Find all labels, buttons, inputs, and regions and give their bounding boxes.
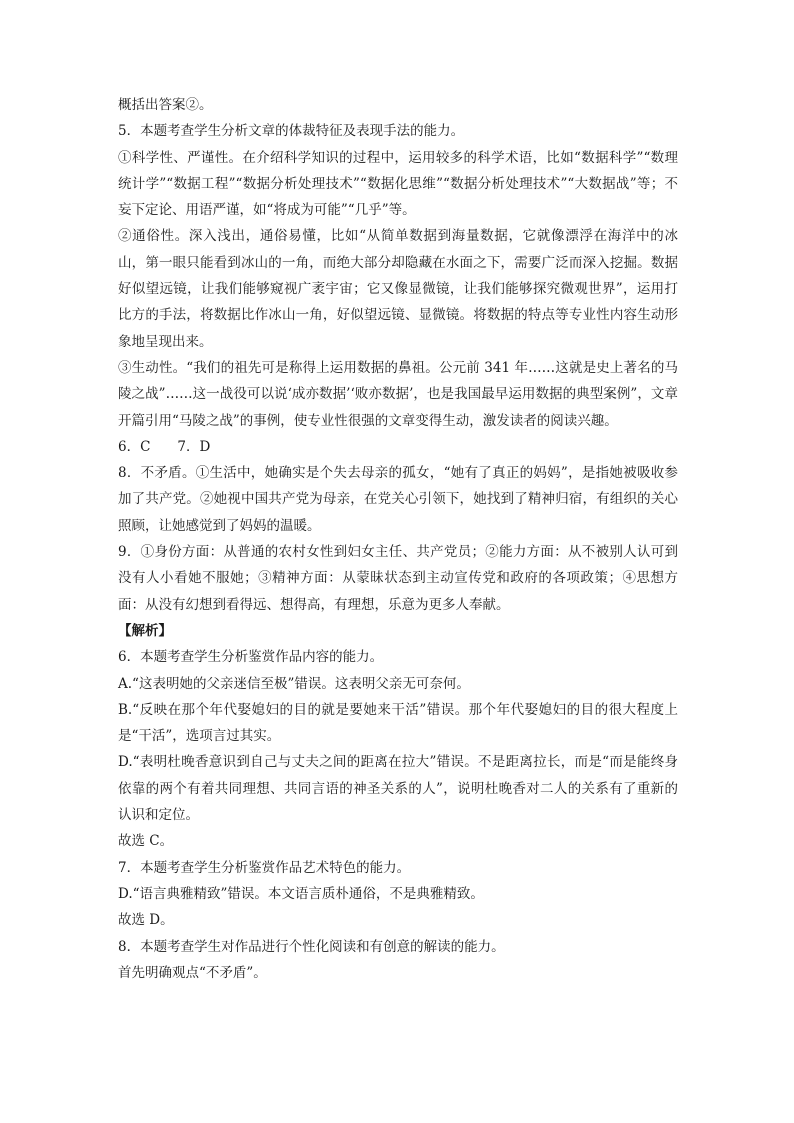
text-line: 故选 D。 bbox=[118, 912, 174, 929]
text-line: 6．C 7．D bbox=[118, 438, 211, 455]
text-paragraph: D.“表明杜晚香意识到自己与丈夫之间的距离在拉大”错误。不是距离拉长，而是“而是能终身依靠的两个有着共同理想、共同言语的神圣关系的人”，说明杜晚香对二人的关系有了重新的认识和定位。 bbox=[118, 754, 678, 824]
text-line: D.“语言典雅精致”错误。本文语言质朴通俗，不是典雅精致。 bbox=[118, 885, 484, 902]
text-paragraph: ③生动性。“我们的祖先可是称得上运用数据的鼻祖。公元前 341 年……这就是史上著名的马陵之战”……这一战役可以说‘成亦数据’‘败亦数据’，也是我国最早运用数据的典型案例”，文章开篇引用“马陵之战”的事例，使专业性很强的文章变得生动，激发读者的阅读兴趣。 bbox=[118, 359, 678, 429]
section-heading: 【解析】 bbox=[118, 622, 172, 639]
text-paragraph: 9．①身份方面：从普通的农村女性到妇女主任、共产党员；②能力方面：从不被别人认可到没有人小看她不服她；③精神方面：从蒙昧状态到主动宣传党和政府的各项政策；④思想方面：从没有幻想到看得远、想得高，有理想，乐意为更多人奉献。 bbox=[118, 544, 678, 613]
text-paragraph: 8．不矛盾。①生活中，她确实是个失去母亲的孤女，“她有了真正的妈妈”，是指她被吸收参加了共产党。②她视中国共产党为母亲，在党关心引领下，她找到了精神归宿，有组织的关心照顾，让她感觉到了妈妈的温暖。 bbox=[118, 465, 678, 534]
text-line: 首先明确观点“不矛盾”。 bbox=[118, 964, 267, 981]
text-line: 6．本题考查学生分析鉴赏作品内容的能力。 bbox=[118, 649, 384, 666]
text-line: 概括出答案②。 bbox=[118, 97, 213, 113]
text-paragraph: ②通俗性。深入浅出，通俗易懂，比如“从简单数据到海量数据，它就像漂浮在海洋中的冰山，第一眼只能看到冰山的一角，而绝大部分却隐藏在水面之下，需要广泛而深入挖掘。数据好似望远镜，让我们能够窥视广袤宇宙；它又像显微镜，让我们能够探究微观世界”，运用打比方的手法，将数据比作冰山一角，好似望远镜、显微镜。将数据的特点等专业性内容生动形象地呈现出来。 bbox=[118, 228, 678, 350]
text-paragraph: ①科学性、严谨性。在介绍科学知识的过程中，运用较多的科学术语，比如“数据科学”“数理统计学”“数据工程”“数据分析处理技术”“数据化思维”“数据分析处理技术”“大数据战”等；不妄下定论、用语严谨，如“将成为可能”“几乎”等。 bbox=[118, 149, 678, 219]
text-line: 5．本题考查学生分析文章的体裁特征及表现手法的能力。 bbox=[118, 123, 465, 140]
document-body bbox=[118, 92, 678, 986]
text-paragraph: B.“反映在那个年代娶媳妇的目的就是要她来干活”错误。那个年代娶媳妇的目的很大程度上是“干活”，选项言过其实。 bbox=[118, 701, 678, 745]
text-line: 8．本题考查学生对作品进行个性化阅读和有创意的解读的能力。 bbox=[118, 938, 505, 955]
text-line: A.“这表明她的父亲迷信至极”错误。这表明父亲无可奈何。 bbox=[118, 675, 470, 692]
text-line: 7．本题考查学生分析鉴赏作品艺术特色的能力。 bbox=[118, 859, 411, 876]
text-line: 故选 C。 bbox=[118, 833, 174, 850]
